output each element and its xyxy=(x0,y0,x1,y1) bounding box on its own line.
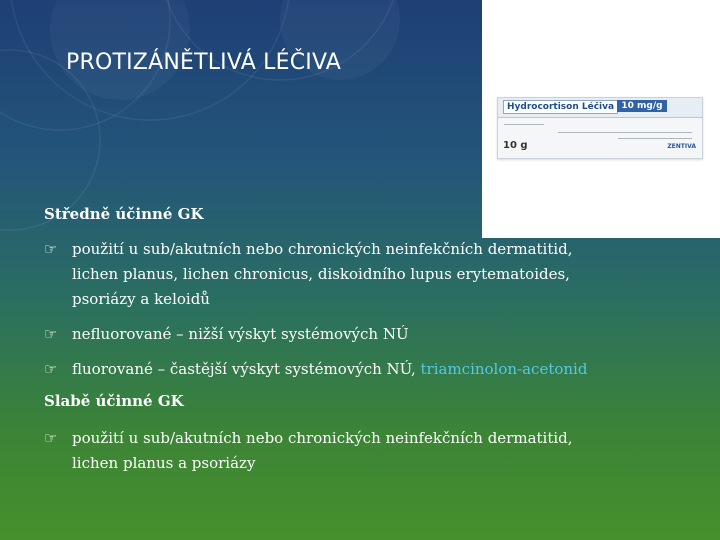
highlighted-term: triamcinolon-acetonid xyxy=(420,360,588,378)
package-text-line xyxy=(618,138,692,139)
bullet-text-line: použití u sub/akutních nebo chronických neinfekčních dermatitid, xyxy=(72,429,573,447)
pointing-hand-icon: ☞ xyxy=(44,325,58,343)
bullet-text-line: nefluorované – nižší výskyt systémových NÚ xyxy=(72,325,409,343)
medicine-package xyxy=(497,97,703,159)
bullet-item xyxy=(44,237,694,312)
bullet-text-line: lichen planus a psoriázy xyxy=(72,454,256,472)
bullet-item xyxy=(44,357,694,382)
bullet-text-line: psoriázy a keloidů xyxy=(72,290,210,308)
bullet-text-line: lichen planus, lichen chronicus, diskoidního lupus erytematoides, xyxy=(72,265,570,283)
slide-title: PROTIZÁNĚTLIVÁ LÉČIVA xyxy=(66,50,342,75)
pointing-hand-icon: ☞ xyxy=(44,429,58,447)
package-text-line xyxy=(504,124,544,125)
package-brand-logo: ZENTIVA xyxy=(667,143,696,150)
section-heading-medium: Středně účinné GK xyxy=(44,205,204,223)
pointing-hand-icon: ☞ xyxy=(44,360,58,378)
bullet-item xyxy=(44,322,694,347)
product-image xyxy=(482,0,720,238)
bullet-item xyxy=(44,426,694,476)
package-amount: 10 g xyxy=(503,140,528,151)
package-product-name: Hydrocortison Léčiva xyxy=(503,100,618,114)
bullet-text-main: fluorované – častější výskyt systémových NÚ, xyxy=(72,360,421,378)
package-text-line xyxy=(558,132,692,133)
package-dose: 10 mg/g xyxy=(617,100,667,112)
bullet-text-line: použití u sub/akutních nebo chronických neinfekčních dermatitid, xyxy=(72,240,573,258)
section-heading-weak: Slabě účinné GK xyxy=(44,392,184,410)
pointing-hand-icon: ☞ xyxy=(44,240,58,258)
bullet-text xyxy=(72,357,694,382)
